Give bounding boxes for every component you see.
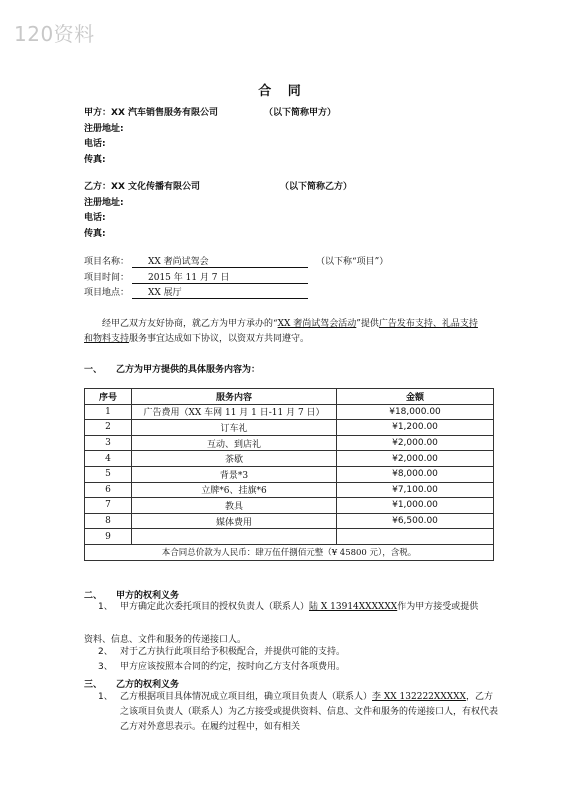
project-name-row	[84, 255, 484, 271]
party-b-phone-label: 电话:	[84, 213, 106, 223]
item-number: 1、	[98, 602, 113, 612]
item-text	[120, 600, 500, 615]
table-row	[85, 404, 494, 420]
section-1-number: 一、	[84, 365, 103, 375]
watermark: 120资料	[14, 22, 95, 46]
row-no: 8	[85, 513, 132, 529]
project-info	[84, 255, 484, 302]
item-text: 对于乙方执行此项目给予积极配合，并提供可能的支持。	[120, 647, 346, 657]
row-no: 6	[85, 482, 132, 498]
item-number: 1、	[98, 692, 113, 702]
party-a-phone-label: 电话:	[84, 139, 106, 149]
item-contact: 李 XX 132222XXXXX	[372, 692, 466, 702]
row-item: 订车礼	[132, 420, 337, 436]
party-b-fax-label: 传真:	[84, 228, 106, 239]
section-1-title: 乙方为甲方提供的具体服务内容为：	[116, 365, 261, 375]
project-name-value: XX 奢尚试驾会	[132, 255, 308, 268]
table-row	[85, 435, 494, 451]
intro-services: 广告发布支持、礼品支持和物料支持	[84, 319, 478, 344]
row-amount: ¥8,000.00	[337, 466, 494, 482]
table-header-row	[85, 389, 494, 405]
project-place-value: XX 展厅	[132, 286, 308, 299]
row-no: 5	[85, 466, 132, 482]
project-place-label: 项目地点：	[84, 288, 130, 298]
table-row	[85, 420, 494, 436]
project-place-row	[84, 286, 484, 302]
section-3-number: 三、	[84, 680, 103, 690]
item-text	[120, 690, 500, 735]
row-amount: ¥6,500.00	[337, 513, 494, 529]
project-time-value: 2015 年 11 月 7 日	[132, 271, 308, 284]
item-text-b: 作为甲方接受或提供	[397, 602, 479, 612]
row-no: 9	[85, 529, 132, 545]
intro-text-3: 服务事宜达成如下协议，以资双方共同遵守。	[129, 334, 310, 344]
party-a-name: 甲方：XX 汽车销售服务有限公司	[84, 108, 219, 118]
section-3-heading	[84, 677, 179, 690]
project-time-row	[84, 271, 484, 287]
row-no: 4	[85, 451, 132, 467]
table-row	[85, 529, 494, 545]
table-row	[85, 451, 494, 467]
item-contact: 陆 X 13914XXXXXX	[309, 602, 398, 612]
row-item: 茶歇	[132, 451, 337, 467]
section-2-number: 二、	[84, 591, 103, 601]
party-a-address-label: 注册地址:	[84, 123, 124, 134]
table-header-item: 服务内容	[132, 389, 337, 405]
row-no: 3	[85, 435, 132, 451]
intro-text-1: 经甲乙双方友好协商，就乙方为甲方承办的“	[102, 319, 278, 329]
row-no: 1	[85, 404, 132, 420]
project-name-label: 项目名称：	[84, 257, 130, 267]
table-total-row	[85, 544, 494, 560]
intro-paragraph	[84, 317, 484, 347]
table-header-no: 序号	[85, 389, 132, 405]
table-row	[85, 466, 494, 482]
row-no: 2	[85, 420, 132, 436]
table-total: 本合同总价款为人民币：肆万伍仟捌佰元整（¥ 45800 元），含税。	[85, 544, 494, 560]
party-b-name: 乙方：XX 文化传播有限公司	[84, 182, 201, 192]
document-title: 合 同	[258, 84, 307, 99]
row-amount: ¥2,000.00	[337, 435, 494, 451]
row-item: 立牌*6、挂旗*6	[132, 482, 337, 498]
table-row	[85, 513, 494, 529]
row-amount	[337, 529, 494, 545]
item-text-a: 乙方根据项目具体情况成立项目组，确立项目负责人（联系人）	[120, 692, 373, 702]
table-row	[85, 498, 494, 514]
party-a-abbr: （以下简称甲方）	[264, 108, 337, 118]
row-amount: ¥7,100.00	[337, 482, 494, 498]
party-b-address-label: 注册地址:	[84, 197, 124, 208]
section-2-title: 甲方的权利义务	[116, 591, 180, 601]
row-amount: ¥18,000.00	[337, 404, 494, 420]
section-2-continuation: 资料、信息、文件和服务的传递接口人。	[84, 635, 247, 645]
party-b-block	[84, 180, 353, 242]
section-3-title: 乙方的权利义务	[116, 680, 180, 690]
item-text-a: 甲方确定此次委托项目的授权负责人（联系人）	[120, 602, 310, 612]
row-no: 7	[85, 498, 132, 514]
party-a-fax-label: 传真:	[84, 154, 106, 165]
item-number: 2、	[98, 647, 113, 657]
intro-text-2: ”提供	[356, 319, 379, 329]
table-header-amount: 金额	[337, 389, 494, 405]
party-b-abbr: （以下简称乙方）	[280, 182, 353, 192]
intro-event-name: XX 奢尚试驾会活动	[277, 319, 357, 329]
service-table	[84, 388, 494, 561]
row-item	[132, 529, 337, 545]
item-number: 3、	[98, 662, 113, 672]
row-item: 教具	[132, 498, 337, 514]
project-name-suffix: （以下称“项目”）	[316, 257, 389, 267]
row-item: 广告费用（XX 车网 11 月 1 日-11 月 7 日）	[132, 404, 337, 420]
row-item: 背景*3	[132, 466, 337, 482]
row-amount: ¥1,200.00	[337, 420, 494, 436]
row-amount: ¥2,000.00	[337, 451, 494, 467]
row-amount: ¥1,000.00	[337, 498, 494, 514]
project-time-label: 项目时间：	[84, 272, 130, 283]
item-text-b: ，乙方之该项目负责人（联系人）为乙方接受或提供资料、信息、文件和服务的传递接口人，有权代表乙方对外意思表示。在履约过程中，如有相关	[120, 692, 499, 732]
row-item: 媒体费用	[132, 513, 337, 529]
row-item: 互动、到店礼	[132, 435, 337, 451]
section-1-heading	[84, 362, 260, 375]
party-a-block	[84, 106, 337, 168]
table-row	[85, 482, 494, 498]
item-text: 甲方应该按照本合同的约定，按时向乙方支付各项费用。	[120, 662, 346, 672]
